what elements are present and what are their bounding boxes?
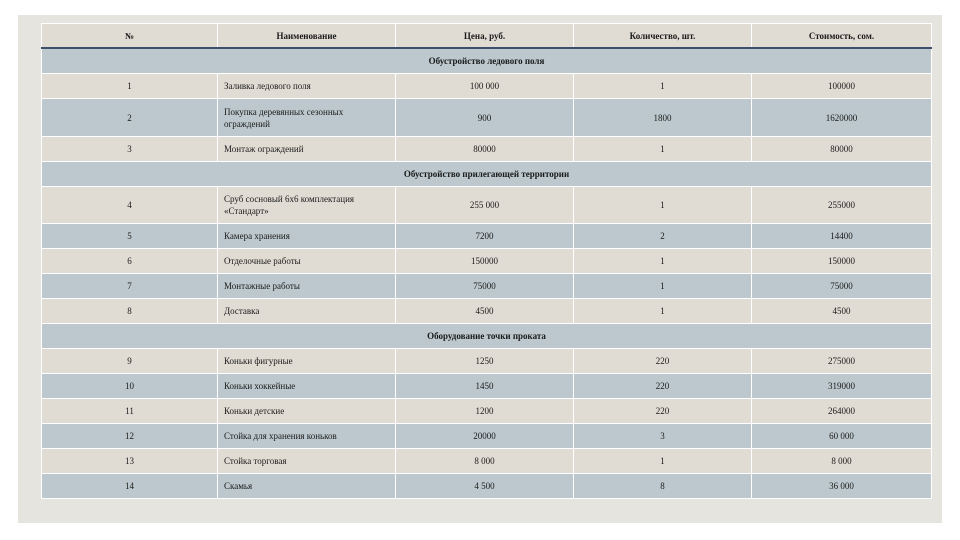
row-name: Коньки хоккейные — [218, 374, 396, 399]
row-price: 150000 — [396, 249, 574, 274]
row-number: 5 — [42, 224, 218, 249]
section-title: Обустройство ледового поля — [42, 48, 932, 74]
row-name: Монтаж ограждений — [218, 137, 396, 162]
row-name: Покупка деревянных сезонных ограждений — [218, 99, 396, 137]
header-name: Наименование — [218, 24, 396, 49]
row-number: 11 — [42, 399, 218, 424]
row-cost: 8 000 — [752, 449, 932, 474]
row-number: 4 — [42, 187, 218, 224]
row-quantity: 220 — [574, 399, 752, 424]
row-price: 100 000 — [396, 74, 574, 99]
slide-background — [18, 15, 942, 523]
row-quantity: 1 — [574, 274, 752, 299]
row-cost: 255000 — [752, 187, 932, 224]
table-row — [42, 299, 932, 324]
row-cost: 150000 — [752, 249, 932, 274]
header-quantity: Количество, шт. — [574, 24, 752, 49]
row-quantity: 220 — [574, 349, 752, 374]
table-row — [42, 449, 932, 474]
row-name: Монтажные работы — [218, 274, 396, 299]
table-row — [42, 249, 932, 274]
row-cost: 264000 — [752, 399, 932, 424]
row-number: 6 — [42, 249, 218, 274]
row-cost: 1620000 — [752, 99, 932, 137]
cost-table — [41, 23, 932, 499]
row-price: 75000 — [396, 274, 574, 299]
row-price: 1450 — [396, 374, 574, 399]
row-quantity: 3 — [574, 424, 752, 449]
table-row — [42, 424, 932, 449]
row-price: 8 000 — [396, 449, 574, 474]
row-cost: 319000 — [752, 374, 932, 399]
row-price: 4500 — [396, 299, 574, 324]
row-number: 8 — [42, 299, 218, 324]
table-row — [42, 187, 932, 224]
row-number: 7 — [42, 274, 218, 299]
row-name: Коньки детские — [218, 399, 396, 424]
row-price: 20000 — [396, 424, 574, 449]
row-name: Заливка ледового поля — [218, 74, 396, 99]
row-price: 1200 — [396, 399, 574, 424]
row-cost: 100000 — [752, 74, 932, 99]
section-row — [42, 48, 932, 74]
row-name: Сруб сосновый 6x6 комплектация «Стандарт» — [218, 187, 396, 224]
row-number: 13 — [42, 449, 218, 474]
section-row — [42, 162, 932, 187]
row-name: Скамья — [218, 474, 396, 499]
row-price: 7200 — [396, 224, 574, 249]
row-name: Камера хранения — [218, 224, 396, 249]
row-quantity: 220 — [574, 374, 752, 399]
row-name: Отделочные работы — [218, 249, 396, 274]
row-quantity: 1 — [574, 187, 752, 224]
table-row — [42, 399, 932, 424]
row-quantity: 8 — [574, 474, 752, 499]
row-quantity: 1800 — [574, 99, 752, 137]
row-number: 3 — [42, 137, 218, 162]
row-number: 10 — [42, 374, 218, 399]
table-row — [42, 374, 932, 399]
row-price: 4 500 — [396, 474, 574, 499]
row-number: 1 — [42, 74, 218, 99]
row-cost: 275000 — [752, 349, 932, 374]
row-number: 9 — [42, 349, 218, 374]
row-price: 900 — [396, 99, 574, 137]
row-number: 12 — [42, 424, 218, 449]
row-quantity: 1 — [574, 299, 752, 324]
row-name: Стойка для хранения коньков — [218, 424, 396, 449]
row-name: Стойка торговая — [218, 449, 396, 474]
section-title: Обустройство прилегающей территории — [42, 162, 932, 187]
table-row — [42, 137, 932, 162]
table-row — [42, 274, 932, 299]
header-cost: Стоимость, сом. — [752, 24, 932, 49]
header-price: Цена, руб. — [396, 24, 574, 49]
section-row — [42, 324, 932, 349]
row-cost: 4500 — [752, 299, 932, 324]
row-cost: 14400 — [752, 224, 932, 249]
header-number: № — [42, 24, 218, 49]
row-name: Доставка — [218, 299, 396, 324]
row-cost: 80000 — [752, 137, 932, 162]
row-name: Коньки фигурные — [218, 349, 396, 374]
row-cost: 75000 — [752, 274, 932, 299]
row-quantity: 2 — [574, 224, 752, 249]
table-row — [42, 224, 932, 249]
row-price: 1250 — [396, 349, 574, 374]
table-row — [42, 99, 932, 137]
row-number: 2 — [42, 99, 218, 137]
table-row — [42, 74, 932, 99]
section-title: Оборудование точки проката — [42, 324, 932, 349]
table-row — [42, 474, 932, 499]
row-cost: 36 000 — [752, 474, 932, 499]
header-row — [42, 24, 932, 49]
row-price: 80000 — [396, 137, 574, 162]
row-number: 14 — [42, 474, 218, 499]
table-row — [42, 349, 932, 374]
row-cost: 60 000 — [752, 424, 932, 449]
row-quantity: 1 — [574, 137, 752, 162]
row-quantity: 1 — [574, 249, 752, 274]
row-price: 255 000 — [396, 187, 574, 224]
row-quantity: 1 — [574, 74, 752, 99]
row-quantity: 1 — [574, 449, 752, 474]
